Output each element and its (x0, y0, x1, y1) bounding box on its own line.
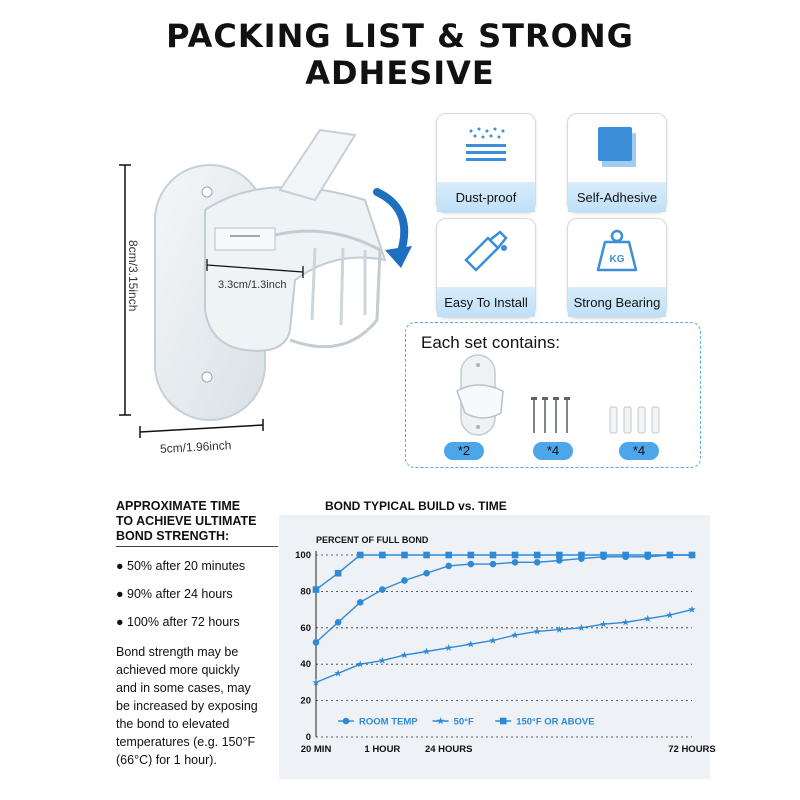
data-point (335, 570, 342, 577)
bullet-item: ● 100% after 72 hours (116, 615, 240, 629)
kg-text: KG (609, 254, 625, 265)
paragraph-line: (66°C) for 1 hour). (116, 753, 217, 767)
paragraph-line: achieved more quickly (116, 663, 240, 677)
x-tick-label: 24 HOURS (424, 744, 473, 755)
feature-card-self-adhesive (567, 113, 667, 213)
data-point (357, 552, 364, 559)
wall-anchors-icon (606, 405, 666, 435)
height-dimension-label: 8cm/3.15inch (126, 240, 140, 312)
bullet-item: ● 50% after 20 minutes (116, 559, 246, 573)
data-point (313, 639, 320, 646)
data-point (578, 552, 585, 559)
feature-label: Dust-proof (437, 182, 535, 212)
adhesive-pad-icon (568, 114, 666, 178)
data-point (689, 552, 696, 559)
weight-kg-icon (568, 219, 666, 283)
width-dimension-label: 5cm/1.96inch (159, 438, 232, 456)
data-point (600, 552, 607, 559)
data-point (468, 552, 475, 559)
set-contents-box (405, 322, 701, 468)
data-point (622, 552, 629, 559)
x-tick-label: 72 HOURS (668, 744, 716, 755)
set-contents-heading: Each set contains: (421, 333, 560, 352)
y-tick-label: 60 (300, 622, 311, 634)
page-title-line-1: PACKING LIST & STRONG (166, 17, 634, 55)
data-point (423, 570, 430, 577)
y-tick-label: 100 (295, 550, 311, 561)
data-point (401, 651, 409, 658)
x-tick-label: 20 MIN (300, 744, 332, 755)
bullet-item: ● 90% after 24 hours (116, 587, 233, 601)
data-point (490, 561, 497, 568)
feature-card-easy-install (436, 218, 536, 318)
y-tick-label: 80 (300, 586, 311, 598)
data-point (401, 577, 408, 584)
data-point (445, 563, 452, 570)
anchor-count-badge: *4 (619, 442, 659, 460)
bond-strength-heading (116, 499, 257, 544)
data-point (357, 599, 364, 606)
bond-bullet-list (116, 557, 245, 641)
y-tick-label: 40 (300, 659, 311, 671)
data-point (534, 552, 541, 559)
paragraph-line: and in some cases, may (116, 681, 251, 695)
x-tick-label: 1 HOUR (364, 744, 401, 755)
glue-bottle-icon (437, 219, 535, 283)
feature-label: Easy To Install (437, 287, 535, 317)
legend-marker (343, 718, 350, 725)
hook-count-badge: *2 (444, 442, 484, 460)
feature-label: Self-Adhesive (568, 182, 666, 212)
page-title-line-2: ADHESIVE (305, 54, 495, 92)
data-point (667, 552, 674, 559)
data-point (578, 624, 586, 631)
legend-label: ROOM TEMP (359, 716, 418, 728)
data-point (401, 552, 408, 559)
legend-label: 150°F OR ABOVE (516, 716, 595, 728)
data-point (644, 552, 651, 559)
paragraph-line: the bond to elevated (116, 717, 230, 731)
legend-marker (437, 717, 445, 724)
series-line-1 (316, 610, 692, 683)
hook-thumbnail-icon (443, 351, 513, 441)
chart-title: BOND TYPICAL BUILD vs. TIME (325, 499, 507, 513)
data-point (423, 552, 430, 559)
dust-proof-icon (437, 114, 535, 178)
data-point (445, 552, 452, 559)
data-point (379, 586, 386, 593)
legend-label: 50°F (453, 716, 474, 728)
data-point (688, 606, 696, 613)
paragraph-line: Bond strength may be (116, 645, 239, 659)
data-point (379, 552, 386, 559)
y-tick-label: 20 (300, 695, 311, 707)
data-point (512, 559, 519, 566)
screw-count-badge: *4 (533, 442, 573, 460)
data-point (534, 559, 541, 566)
y-axis-label: PERCENT OF FULL BOND (316, 535, 429, 545)
data-point (556, 552, 563, 559)
feature-card-strong-bearing (567, 218, 667, 318)
feature-card-dust-proof (436, 113, 536, 213)
heading-line: BOND STRENGTH: (116, 529, 230, 543)
data-point (644, 615, 652, 622)
data-point (335, 619, 342, 626)
data-point (512, 552, 519, 559)
screws-icon (526, 395, 576, 437)
bond-paragraph (116, 643, 258, 769)
heading-line: APPROXIMATE TIME (116, 499, 241, 513)
y-tick-label: 0 (305, 732, 311, 743)
heading-line: TO ACHIEVE ULTIMATE (116, 514, 257, 528)
bond-chart (279, 515, 716, 779)
paragraph-line: temperatures (e.g. 150°F (116, 735, 256, 749)
paragraph-line: be increased by exposing (116, 699, 258, 713)
data-point (490, 552, 497, 559)
series-line-2 (316, 555, 692, 590)
series-line-0 (316, 555, 692, 642)
data-point (313, 586, 320, 593)
data-point (468, 561, 475, 568)
inner-dimension-label: 3.3cm/1.3inch (218, 279, 287, 291)
heading-underline (116, 546, 278, 547)
feature-label: Strong Bearing (568, 287, 666, 317)
legend-marker (500, 718, 507, 725)
